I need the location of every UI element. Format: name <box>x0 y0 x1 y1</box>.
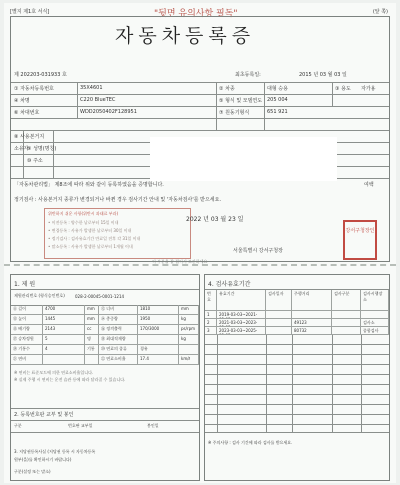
spec-section-title: 1. 제 원 <box>14 281 36 288</box>
fold-line-label: 이 부분을 잘 접어서 보관하세요 <box>152 259 208 264</box>
inspection-col-header: 검사일자 <box>266 290 292 311</box>
owner-label: 소유자 <box>14 146 29 152</box>
spec-label: ⑫ 너비 <box>99 305 138 315</box>
inspection-col-header: 번호 <box>205 290 217 311</box>
inspection-cell: 종합검사 <box>361 327 389 335</box>
spec-value: 4 <box>43 345 85 355</box>
inspection-cell: 1 <box>205 311 217 319</box>
spec-value: 1810 <box>138 305 179 315</box>
inspection-cell: 검사소 <box>361 319 389 327</box>
inspection-cell: 2021-03-03~2023- <box>217 319 266 327</box>
form-number: [별지 제1호 서식] <box>10 9 50 15</box>
history-header-category: 구분 <box>14 423 22 428</box>
inspection-cell <box>266 327 292 335</box>
blank-text: 여백 <box>364 182 374 188</box>
model: C220 BlueTEC <box>80 97 116 103</box>
spec-value <box>43 355 85 365</box>
history-header-date: 봉인일 <box>147 423 159 428</box>
spec-unit: kg <box>179 335 199 345</box>
inspection-cell <box>292 311 332 319</box>
vin-label: ⑥ 차대번호 <box>14 110 40 116</box>
spec-footnote: ※ 연비는 표준모드에 의한 연료소비율입니다. <box>14 370 94 375</box>
inspection-col-header: 검사시행장소 <box>361 290 389 311</box>
vin: WDD2050402F128951 <box>80 109 137 115</box>
inspection-col-header: 주행거리 <box>292 290 332 311</box>
back-notice: "뒷면 유의사항 필독" <box>154 9 238 19</box>
spec-label: ⑮ 배기량 <box>11 325 43 335</box>
first-registration-label: 최초등록일: <box>235 72 261 78</box>
inspection-cell <box>332 327 361 335</box>
inspection-cell: 3 <box>205 327 217 335</box>
official-seal-icon: 강서구청장인 <box>343 220 377 260</box>
spec-unit: mm <box>85 305 99 315</box>
change-history-title: 2. 등록번호판 교부 및 봉인 <box>14 412 74 418</box>
notice-box-line: • 말소등록 : 사유가 발생한 날로부터 1개월 이내 <box>48 244 133 249</box>
spec-value: 1950 <box>138 315 179 325</box>
spec-value: 1445 <box>43 315 85 325</box>
vehicle-registration-certificate <box>4 3 396 483</box>
spec-unit: km/ℓ <box>179 355 199 365</box>
spec-unit <box>179 345 199 355</box>
spec-unit: ps/rpm <box>179 325 199 335</box>
spec-value: 5 <box>43 335 85 345</box>
inspection-note: ※ 주의사항 : 검사 기간에 따라 검사를 받으세요. <box>208 440 293 445</box>
inspection-cell: 2019-03-03~2021- <box>217 311 266 319</box>
spec-value <box>138 335 179 345</box>
history-header-content: 번호판 교부일 <box>68 423 93 428</box>
owner-name-label: ⑨ 성명(명칭) <box>27 146 57 152</box>
spec-label: ⑬ 높이 <box>11 315 43 325</box>
notice-box-line: • 변경등록 : 사유가 발생한 날로부터 30일 이내 <box>48 228 132 233</box>
spec-label: ⑳ 연료의 종류 <box>99 345 138 355</box>
inspection-col-header: 검사구분 <box>332 290 361 311</box>
spec-unit <box>85 355 99 365</box>
confirmation-note-2: 원부(을)를 확인하시기 바랍니다) <box>14 457 72 462</box>
inspection-cell: 2 <box>205 319 217 327</box>
usage: 자가용 <box>361 86 376 92</box>
notice-text: 정기검사 : 사용본거지 종류가 변경되거나 바뀐 경우 검사기간 안내 및 '자동차검사'를 받으세요. <box>14 197 222 203</box>
spec-label: ⑯ 정격출력 <box>99 325 138 335</box>
inspection-cell: 2023-03-03~2025- <box>217 327 266 335</box>
inspection-col-header: 유효기간 <box>217 290 266 311</box>
type-approval-number: 028-2-00045-0001-1214 <box>75 294 125 299</box>
registration-number: 제 202203-031933 호 <box>14 72 67 78</box>
spec-value: 2143 <box>43 325 85 335</box>
inspection-cell <box>332 311 361 319</box>
notice-box-line: • 정기검사 : 검사유효기간 만료일 전후 각 31일 이내 <box>48 236 141 241</box>
spec-label: ㉑ 연비 <box>11 355 43 365</box>
front-side-label: (앞 쪽) <box>372 9 388 15</box>
vehicle-type: 대형 승용 <box>267 86 288 92</box>
document-title: 자동차등록증 <box>115 25 256 47</box>
inspection-cell <box>266 311 292 319</box>
inspection-cell: 49123 <box>292 319 332 327</box>
model-year: 205 004 <box>267 97 288 103</box>
vehicle-type-label: ② 차종 <box>219 86 235 92</box>
engine-type: 651 921 <box>267 109 288 115</box>
notice-box-title: 위반하지 쉬운 사항(위반시 과태료 부과) <box>48 211 119 216</box>
type-approval-label: 제원관리번호 (형식승인번호) <box>14 293 65 298</box>
redacted-owner-info <box>150 137 337 181</box>
registration-statement: 「자동차관리법」 제8조에 따라 위와 같이 등록하였음을 증명합니다. <box>14 182 164 188</box>
first-registration-date: 2015 년 03 월 03 일 <box>299 72 347 78</box>
spec-label: ⑪ 길이 <box>11 305 43 315</box>
confirmation-note: 3. 저당권등록사실 (저당권 등록 시 자동차등록 <box>14 449 96 454</box>
spec-label: ⑱ 최대적재량 <box>99 335 138 345</box>
spec-label: ⑭ 총중량 <box>99 315 138 325</box>
spec-label: ㉒ 연료소비율 <box>99 355 138 365</box>
inspection-section-title: 4. 검사유효기간 <box>208 281 251 288</box>
inspection-cell: 80732 <box>292 327 332 335</box>
model-year-label: ⑤ 형식 및 모델연도 <box>219 98 263 104</box>
spec-unit: cc <box>85 325 99 335</box>
spec-unit: 기통 <box>85 345 99 355</box>
confirmation-sign: 구분(설정 또는 말소) <box>14 469 51 474</box>
spec-value: 17.4 <box>138 355 179 365</box>
spec-value: 경유 <box>138 345 179 355</box>
owner-location-label: ⑧ 사용본거지 <box>14 134 45 140</box>
spec-value: 4700 <box>43 305 85 315</box>
owner-address-label: ⑩ 주소 <box>27 158 43 164</box>
spec-unit: mm <box>179 305 199 315</box>
usage-label: ③ 용도 <box>335 86 351 92</box>
inspection-cell <box>266 319 292 327</box>
spec-footnote-2: ※ 실제 주행 시 연비는 운전 습관 등에 따라 달라질 수 있습니다. <box>14 377 126 382</box>
inspection-cell <box>332 319 361 327</box>
issuer: 서울특별시 강서구청장 <box>233 248 283 254</box>
notice-box-line: • 이전등록 : 양수한 날로부터 15일 이내 <box>48 220 119 225</box>
spec-label: ⑲ 기통수 <box>11 345 43 355</box>
engine-type-label: ⑦ 원동기형식 <box>219 110 250 116</box>
spec-unit: kg <box>179 315 199 325</box>
spec-value: 170/3000 <box>138 325 179 335</box>
model-label: ④ 차명 <box>14 98 30 104</box>
vehicle-number: 35X4601 <box>80 85 103 91</box>
spec-unit: 명 <box>85 335 99 345</box>
spec-unit: mm <box>85 315 99 325</box>
spec-label: ⑰ 승차정원 <box>11 335 43 345</box>
inspection-cell <box>361 311 389 319</box>
vehicle-number-label: ① 자동차등록번호 <box>14 86 54 92</box>
issue-date: 2022 년 03 월 23 일 <box>186 216 244 223</box>
